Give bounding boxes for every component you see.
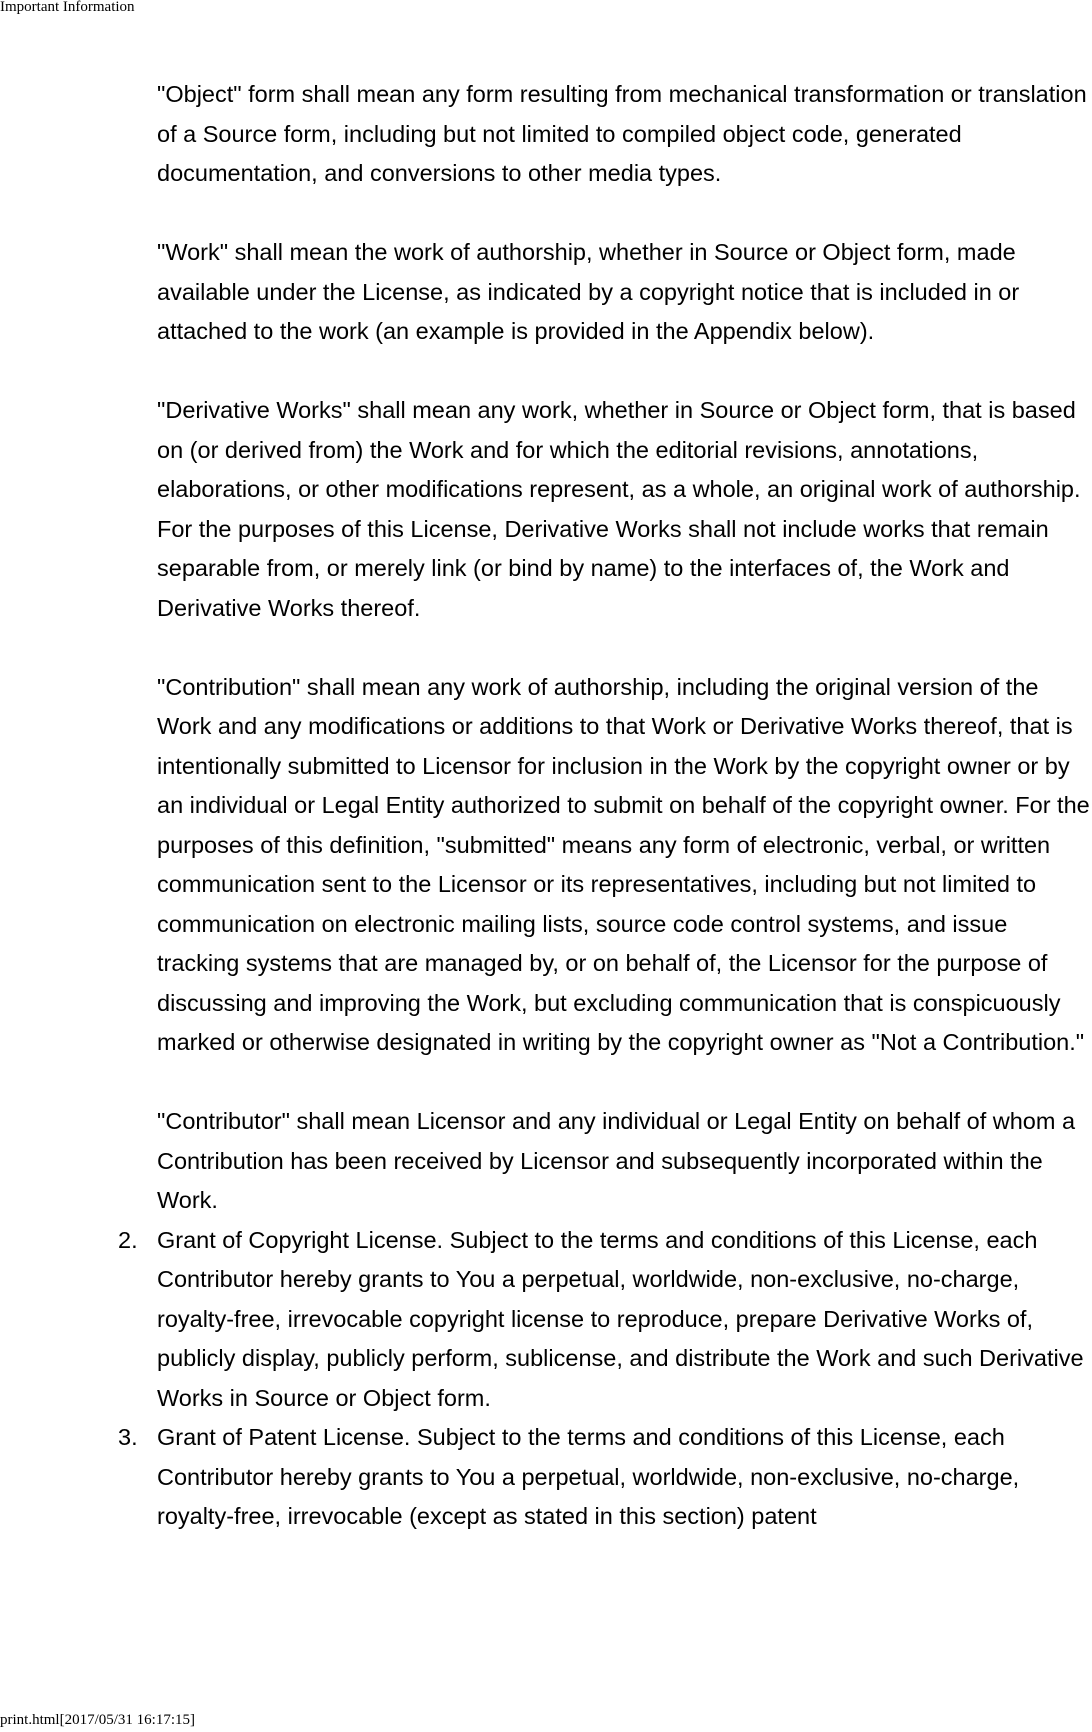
definition-contributor: "Contributor" shall mean Licensor and any individual or Legal Entity on behalf of whom a Contribution has been received by Licensor and subsequently incorporated within the Work. (157, 1108, 1076, 1213)
page-header-title: Important Information (0, 0, 135, 15)
definition-work: "Work" shall mean the work of authorship, whether in Source or Object form, made available under the License, as indicated by a copyright notice that is included in or attached to the work (an example is provided in the Appendix below). (157, 239, 1020, 344)
list-item-text: Grant of Copyright License. Subject to the terms and conditions of this License, each Contributor hereby grants to You a perpetual, worldwide, non-exclusive, no-charge, royalty-free, irrevocable copyright license to reproduce, prepare Derivative Works of, publicly display, publicly perform, sublicense, and distribute the Work and such Derivative Works in Source or Object form. (157, 1226, 1084, 1411)
license-content (118, 75, 1092, 1537)
list-item-copyright-license (118, 1221, 1092, 1419)
definition-object: "Object" form shall mean any form resulting from mechanical transformation or translation of a Source form, including but not limited to compiled object code, generated documentation, and conversions to other media types. (157, 81, 1087, 186)
list-item-patent-license (118, 1418, 1092, 1537)
list-item-number: 3. (118, 1424, 138, 1450)
list-item-number: 2. (118, 1226, 138, 1253)
definition-derivative-works: "Derivative Works" shall mean any work, whether in Source or Object form, that is based on (or derived from) the Work and for which the editorial revisions, annotations, elaborations, or other modifications represent, as a whole, an original work of authorship. For the purposes of this License, Derivative Works shall not include works that remain separable from, or merely link (or bind by name) to the interfaces of, the Work and Derivative Works thereof. (157, 397, 1081, 621)
page-footer-source: print.html[2017/05/31 16:17:15] (0, 1712, 195, 1728)
definition-contribution: "Contribution" shall mean any work of authorship, including the original version of the Work and any modifications or additions to that Work or Derivative Works thereof, that is intentionally submitted to Licensor for inclusion in the Work by the copyright owner or by an individual or Legal Entity authorized to submit on behalf of the copyright owner. For the purposes of this definition, "submitted" means any form of electronic, verbal, or written communication sent to the Licensor or its representatives, including but not limited to communication on electronic mailing lists, source code control systems, and issue tracking systems that are managed by, or on behalf of, the Licensor for the purpose of discussing and improving the Work, but excluding communication that is conspicuously marked or otherwise designated in writing by the copyright owner as "Not a Contribution." (157, 673, 1090, 1055)
list-item-text: Grant of Patent License. Subject to the terms and conditions of this License, each Contributor hereby grants to You a perpetual, worldwide, non-exclusive, no-charge, royalty-free, irrevocable (except as stated in this section) patent (157, 1424, 1020, 1529)
